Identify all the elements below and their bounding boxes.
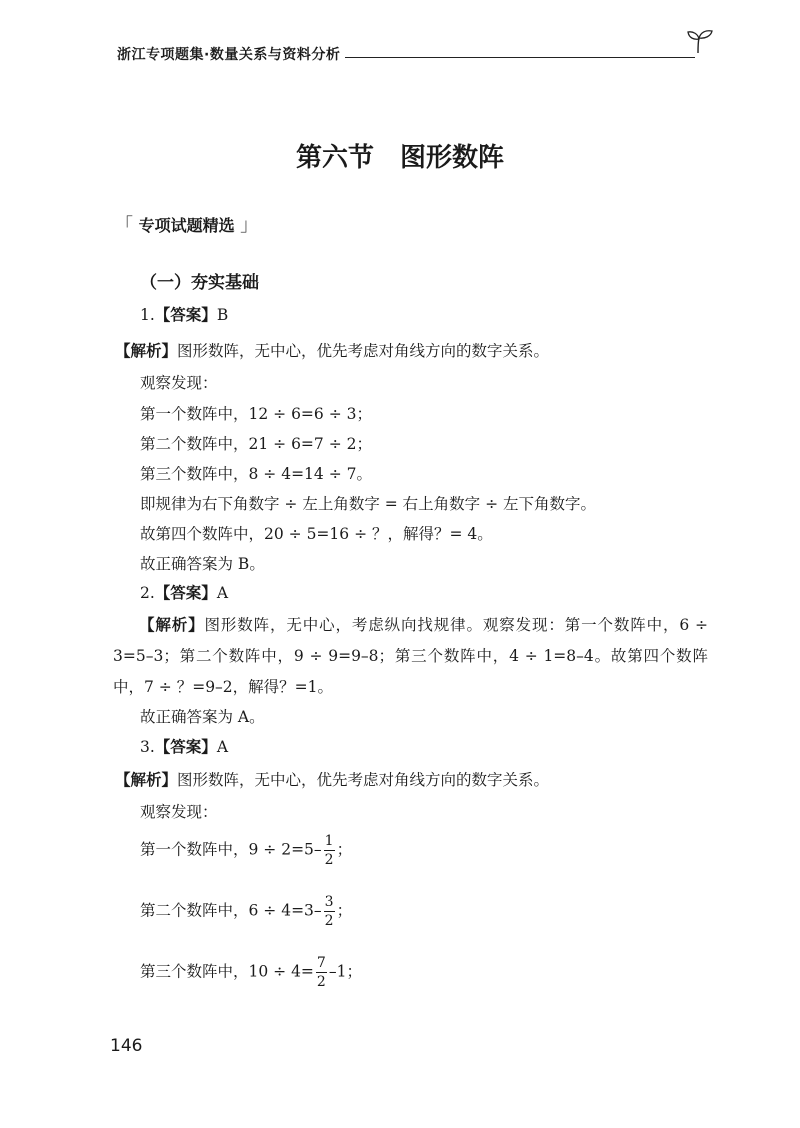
q3-line-1-text: 第一个数阵中，9 ÷ 2=5–	[140, 840, 322, 859]
q2-conclusion: 故正确答案为 A。	[140, 708, 265, 726]
q3-line-1-fraction	[324, 832, 335, 869]
section-bracket-right: 」	[240, 215, 259, 236]
q3-analysis-line	[115, 768, 549, 790]
q3-line-1-suffix: ；	[336, 840, 353, 859]
q2-number: 2.	[140, 584, 155, 602]
fraction-numerator: 3	[324, 894, 334, 910]
running-header: 浙江专项题集·数量关系与资料分析	[117, 47, 341, 63]
q2-answer-line	[140, 581, 228, 603]
q3-line-3-fraction	[316, 954, 327, 991]
q3-line-3-text: 第三个数阵中，10 ÷ 4=	[140, 962, 314, 981]
fraction-denominator: 2	[316, 974, 326, 990]
q2-analysis: 图形数阵，无中心，考虑纵向找规律。观察发现：第一个数阵中，6 ÷ 3=5–3；第二个数阵中，9 ÷ 9=9–8；第三个数阵中，4 ÷ 1=8–4。故第四个数阵中，7 ÷ ？=9–2，解得？=1。	[113, 616, 708, 696]
q1-observe: 观察发现：	[140, 374, 218, 392]
q3-line-2	[140, 893, 352, 930]
q2-analysis-paragraph	[113, 610, 708, 703]
fraction-denominator: 2	[324, 852, 334, 868]
q3-analysis-tag: 【解析】	[115, 771, 178, 789]
q3-answer-tag: 【答案】	[154, 738, 217, 756]
q1-line-1: 第一个数阵中，12 ÷ 6=6 ÷ 3；	[140, 405, 372, 423]
q3-line-2-text: 第二个数阵中，6 ÷ 4=3–	[140, 901, 322, 920]
q3-answer-line	[140, 735, 228, 757]
fraction-denominator: 2	[324, 913, 334, 929]
q3-line-2-suffix: ；	[336, 901, 353, 920]
q2-answer: A	[216, 584, 229, 602]
q3-line-3-suffix: –1；	[328, 962, 362, 981]
q3-observe: 观察发现：	[140, 803, 218, 821]
q3-line-1	[140, 832, 352, 869]
q1-line-3: 第三个数阵中，8 ÷ 4=14 ÷ 7。	[140, 465, 372, 483]
q1-answer-line	[140, 303, 228, 325]
q1-fourth: 故第四个数阵中，20 ÷ 5=16 ÷ ？，解得？= 4。	[140, 525, 493, 543]
q1-answer: B	[216, 306, 229, 324]
q3-analysis: 图形数阵，无中心，优先考虑对角线方向的数字关系。	[177, 771, 550, 789]
page-number: 146	[110, 1036, 143, 1056]
q3-number: 3.	[140, 738, 155, 756]
q2-analysis-tag: 【解析】	[139, 616, 205, 634]
q1-conclusion: 故正确答案为 B。	[140, 555, 265, 573]
fraction-numerator: 1	[324, 833, 334, 849]
section-label	[115, 211, 258, 237]
page-title: 第六节 图形数阵	[295, 143, 504, 173]
q3-line-3	[140, 954, 362, 991]
q3-answer: A	[216, 738, 229, 756]
fraction-numerator: 7	[316, 955, 326, 971]
sprout-icon	[686, 28, 714, 54]
subsection-heading: （一）夯实基础	[140, 273, 259, 293]
q1-analysis: 图形数阵，无中心，优先考虑对角线方向的数字关系。	[177, 342, 550, 360]
q1-answer-tag: 【答案】	[154, 306, 217, 324]
q2-answer-tag: 【答案】	[154, 584, 217, 602]
q1-analysis-line	[115, 339, 549, 361]
q1-analysis-tag: 【解析】	[115, 342, 178, 360]
q3-line-2-fraction	[324, 893, 335, 930]
section-label-text: 专项试题精选	[138, 216, 235, 235]
q1-line-2: 第二个数阵中，21 ÷ 6=7 ÷ 2；	[140, 435, 372, 453]
q1-number: 1.	[140, 306, 155, 324]
header-rule	[345, 57, 695, 58]
section-bracket-left: 「	[115, 215, 133, 236]
q1-rule: 即规律为右下角数字 ÷ 左上角数字 = 右上角数字 ÷ 左下角数字。	[140, 495, 597, 513]
